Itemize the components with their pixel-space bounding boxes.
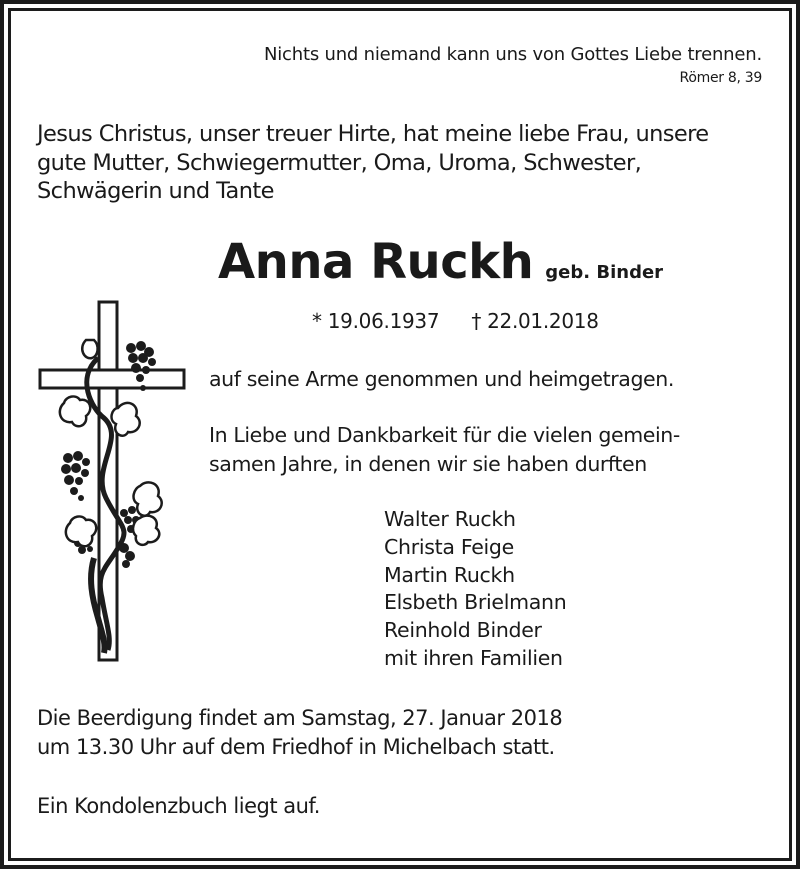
mourner-name: Martin Ruckh [384, 562, 515, 587]
mourner-name: Reinhold Binder [384, 618, 542, 643]
condolence-note: Ein Kondolenzbuch liegt auf. [37, 794, 320, 818]
funeral-line: Die Beerdigung findet am Samstag, 27. Januar 2018 [37, 706, 563, 730]
mourner-name: Walter Ruckh [384, 507, 516, 531]
intro-line: Schwägerin und Tante [37, 178, 274, 204]
bible-reference: Römer 8, 39 [679, 70, 762, 86]
intro-line: Jesus Christus, unser treuer Hirte, hat meine liebe Frau, unsere [37, 121, 709, 147]
intro-text [37, 120, 709, 206]
mourners-list [384, 506, 566, 673]
birth-date: * 19.06.1937 [312, 309, 440, 333]
death-date: † 22.01.2018 [471, 309, 599, 333]
cross-with-grapevine-icon [36, 298, 190, 664]
thanks-line: In Liebe und Dankbarkeit für die vielen gemein- [209, 423, 680, 447]
funeral-info [37, 704, 562, 762]
funeral-line: um 13.30 Uhr auf dem Friedhof in Michelbach statt. [37, 735, 555, 759]
arms-text: auf seine Arme genommen und heimgetragen. [209, 367, 674, 391]
deceased-name: Anna Ruckh [218, 234, 534, 290]
maiden-name: geb. Binder [545, 262, 664, 283]
thanks-line: samen Jahre, in denen wir sie haben durften [209, 452, 647, 476]
intro-line: gute Mutter, Schwiegermutter, Oma, Uroma, Schwester, [37, 149, 642, 176]
life-dates [312, 309, 599, 333]
deceased-name-line [218, 234, 663, 290]
mourner-name: Elsbeth Brielmann [384, 590, 567, 615]
mourner-name: Christa Feige [384, 534, 514, 559]
mourner-families: mit ihren Familien [384, 645, 563, 670]
bible-quote: Nichts und niemand kann uns von Gottes Liebe trennen. [263, 44, 762, 65]
thanks-text [209, 421, 680, 479]
